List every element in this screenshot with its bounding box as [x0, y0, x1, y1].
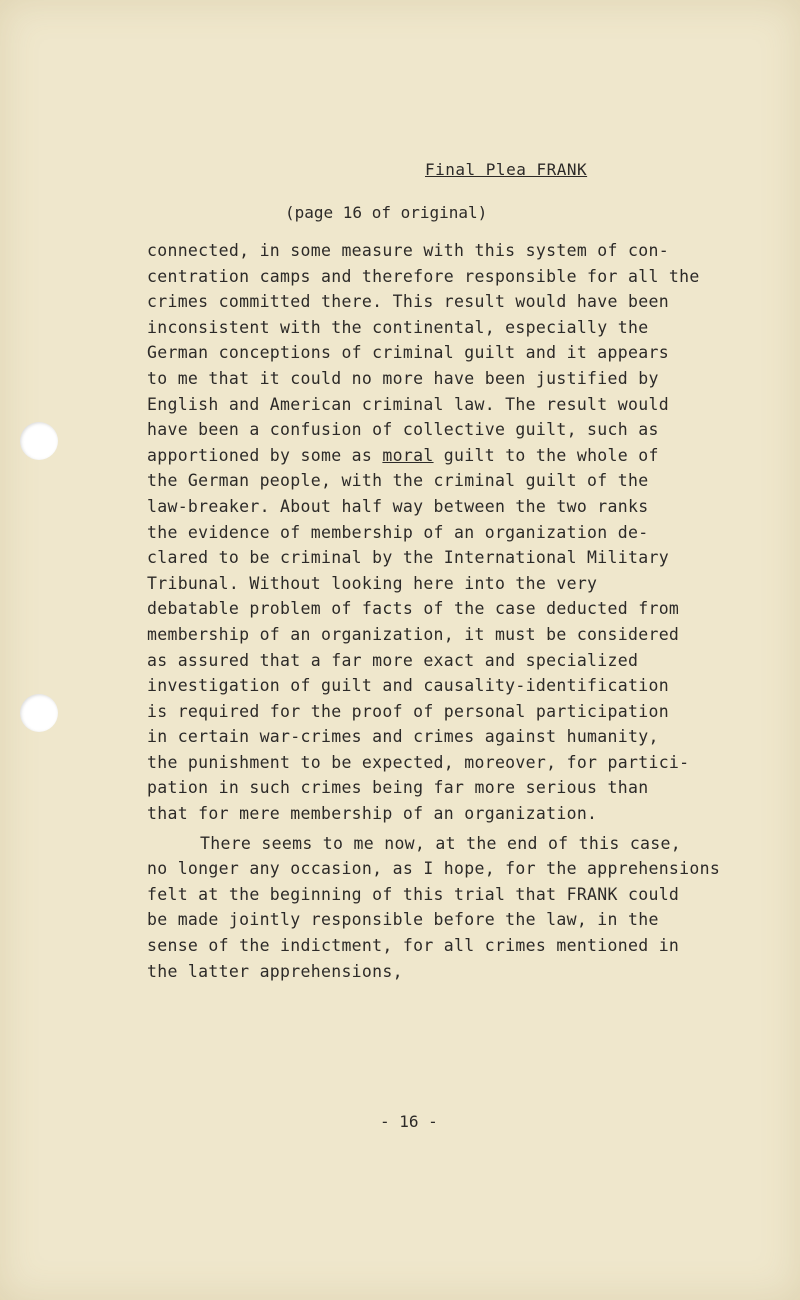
text-line: Tribunal. Without looking here into the very [147, 573, 598, 593]
text-line: the German people, with the criminal guilt of the [147, 471, 649, 491]
text-line: no longer any occasion, as I hope, for the apprehensions [147, 859, 721, 879]
page-number: - 16 - [380, 1112, 438, 1131]
text-line: membership of an organization, it must be considered [147, 624, 680, 644]
text-line: crimes committed there. This result would have been [147, 292, 669, 312]
punch-hole [20, 422, 58, 460]
body-text [147, 238, 767, 984]
text-line: in certain war-crimes and crimes against humanity, [147, 727, 659, 747]
text-line: have been a confusion of collective guilt, such as [147, 420, 659, 440]
text-line: to me that it could no more have been justified by [147, 368, 659, 388]
text-line [147, 443, 767, 469]
document-heading: Final Plea FRANK [425, 160, 588, 179]
text-segment: apportioned by some as [147, 445, 373, 465]
text-line: There seems to me now, at the end of this case, [200, 833, 681, 853]
document-subheading: (page 16 of original) [285, 203, 488, 222]
punch-hole [20, 694, 58, 732]
text-line: inconsistent with the continental, especially the [147, 317, 649, 337]
text-line: pation in such crimes being far more serious than [147, 778, 649, 798]
text-line: debatable problem of facts of the case deducted from [147, 599, 680, 619]
text-line: the evidence of membership of an organization de- [147, 522, 649, 542]
text-line: law-breaker. About half way between the two ranks [147, 496, 649, 516]
text-line: sense of the indictment, for all crimes mentioned in [147, 936, 680, 956]
text-segment: guilt to the whole of [443, 445, 659, 465]
text-line: as assured that a far more exact and specialized [147, 650, 639, 670]
text-line: centration camps and therefore responsible for all the [147, 266, 700, 286]
text-line: German conceptions of criminal guilt and it appears [147, 343, 669, 363]
text-line: be made jointly responsible before the law, in the [147, 910, 659, 930]
text-line: the latter apprehensions, [147, 961, 403, 981]
text-line: investigation of guilt and causality-identification [147, 676, 669, 696]
text-line: is required for the proof of personal participation [147, 701, 669, 721]
text-line: connected, in some measure with this system of con- [147, 241, 669, 260]
text-line: English and American criminal law. The result would [147, 394, 669, 414]
underlined-word: moral [382, 445, 434, 465]
text-line: the punishment to be expected, moreover, for partici- [147, 752, 690, 772]
text-line: felt at the beginning of this trial that FRANK could [147, 884, 680, 904]
text-line: that for mere membership of an organization. [147, 804, 598, 824]
text-line: clared to be criminal by the International Military [147, 548, 669, 568]
